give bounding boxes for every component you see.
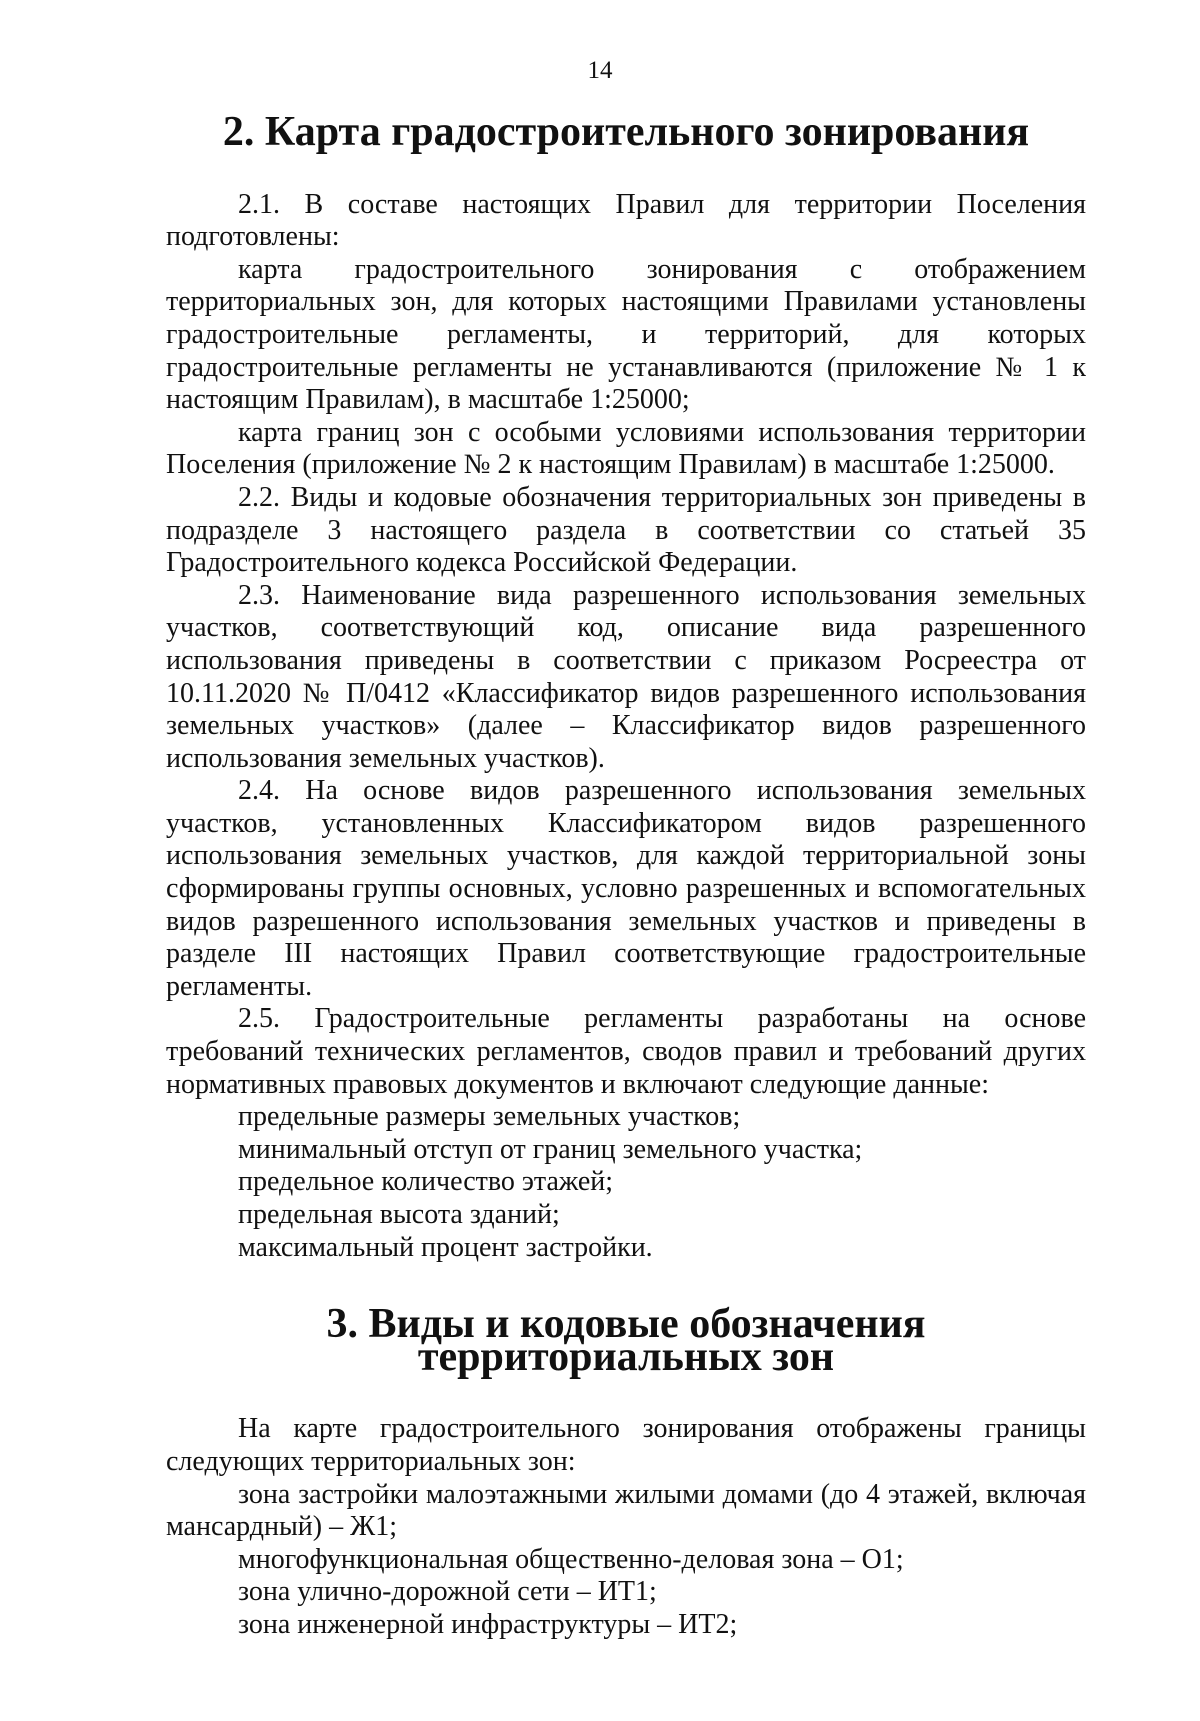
section-3-heading: 3. Виды и кодовые обозначения территориальных зон: [326, 1301, 926, 1380]
paragraph-2-1: 2.1. В составе настоящих Правил для территории Поселения подготовлены:: [166, 188, 1086, 253]
list-item: предельная высота зданий;: [238, 1199, 560, 1230]
paragraph-special-zones-map: карта границ зон с особыми условиями использования территории Поселения (приложение № 2 к настоящим Правилам) в масштабе 1:25000.: [166, 416, 1086, 481]
list-item: предельные размеры земельных участков;: [238, 1101, 741, 1133]
paragraph-zones-intro: На карте градостроительного зонирования отображены границы следующих территориальных зон:: [166, 1413, 1086, 1477]
paragraph-2-2: 2.2. Виды и кодовые обозначения территориальных зон приведены в подразделе 3 настоящего раздела в соответствии со статьей 35 Градостроительного кодекса Российской Федерации.: [166, 481, 1086, 579]
paragraph-2-3: 2.3. Наименование вида разрешенного использования земельных участков, соответствующий код, описание вида разрешенного использования приведены в соответствии с приказом Росреестра от 10.11.2020 № П/0412 «Классификатор видов разрешенного использования земельных участков» (далее – Классификатор видов разрешенного использования земельных участков).: [166, 579, 1086, 774]
zone-item: многофункциональная общественно-деловая зона – О1;: [238, 1543, 904, 1575]
list-item: минимальный отступ от границ земельного участка;: [238, 1133, 863, 1165]
list-item: предельное количество этажей;: [238, 1166, 614, 1198]
page-number: 14: [587, 57, 613, 84]
list-item: максимальный процент застройки.: [238, 1231, 653, 1263]
paragraph-2-5: 2.5. Градостроительные регламенты разработаны на основе требований технических регламентов, сводов правил и требований других нормативных правовых документов и включают следующие данные:: [166, 1003, 1086, 1100]
section-2-heading: 2. Карта градостроительного зонирования: [222, 109, 1030, 155]
paragraph-zoning-map: карта градостроительного зонирования с отображением территориальных зон, для которых настоящими Правилами установлены градостроительные регламенты, и территорий, для которых градостроительные регламенты не устанавливаются (приложение № 1 к настоящим Правилам), в масштабе 1:25000;: [166, 253, 1086, 416]
zone-item: зона улично-дорожной сети – ИТ1;: [238, 1576, 657, 1608]
page-content: [166, 109, 1086, 1642]
zone-item: зона инженерной инфраструктуры – ИТ2;: [238, 1608, 738, 1640]
zone-item: зона застройки малоэтажными жилыми домами (до 4 этажей, включая мансардный) – Ж1;: [166, 1478, 1086, 1543]
paragraph-2-4: 2.4. На основе видов разрешенного использования земельных участков, установленных Классификатором видов разрешенного использования земельных участков, для каждой территориальной зоны сформированы группы основных, условно разрешенных и вспомогательных видов разрешенного использования земельных участков и приведены в разделе III настоящих Правил соответствующие градостроительные регламенты.: [166, 775, 1086, 1002]
